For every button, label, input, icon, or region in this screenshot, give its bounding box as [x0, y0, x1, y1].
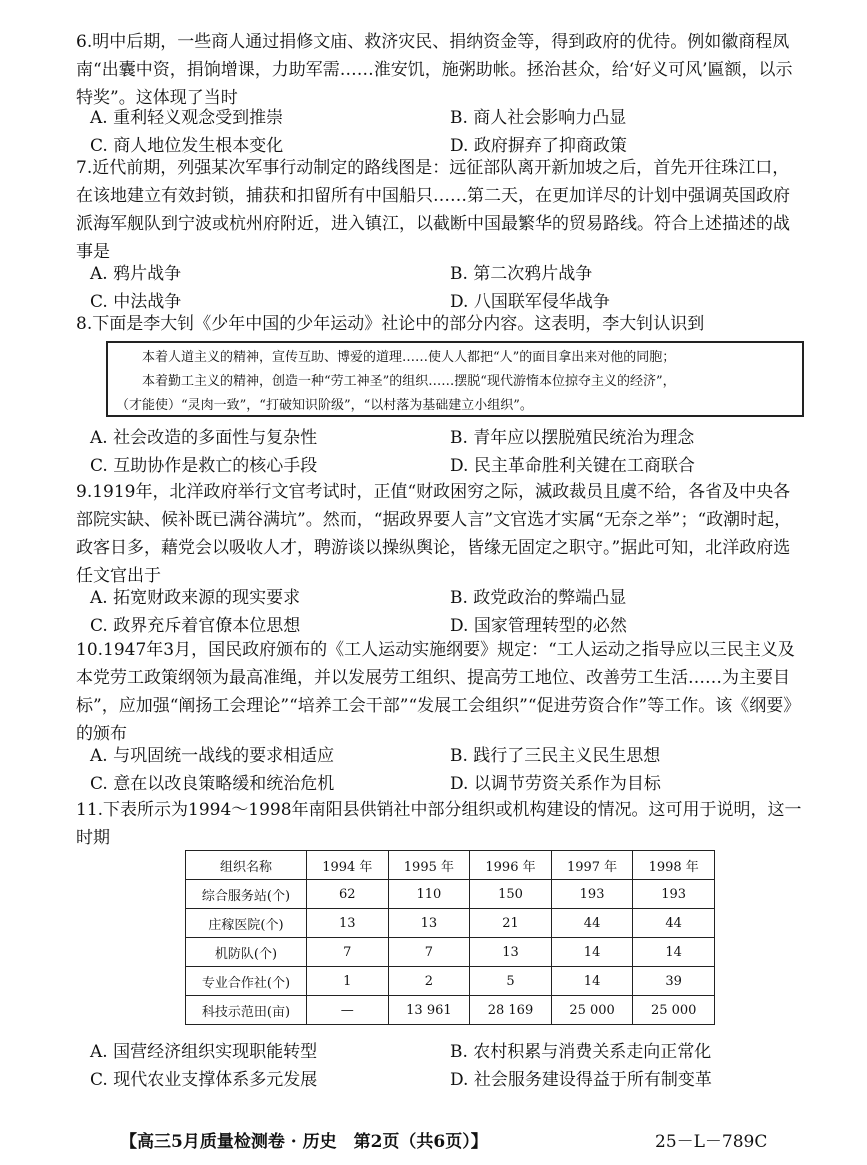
question-11 [76, 796, 806, 852]
quote-line: 本着人道主义的精神，宣传互助、博爱的道理……使人人都把“人”的面目拿出来对他的同胞； [142, 350, 676, 365]
option-b[interactable]: B. 农村积累与消费关系走向正常化 [450, 1042, 712, 1062]
option-a[interactable]: A. 鸦片战争 [90, 264, 182, 284]
option-a[interactable]: A. 与巩固统一战线的要求相适应 [90, 746, 335, 766]
table-cell: 综合服务站(个) [186, 880, 307, 909]
footer-code: 25－L－789C [655, 1132, 768, 1152]
question-8-stem: 8.下面是李大钊《少年中国的少年运动》社论中的部分内容。这表明，李大钊认识到 [76, 314, 705, 334]
question-7 [76, 154, 806, 266]
option-b[interactable]: B. 商人社会影响力凸显 [450, 108, 627, 128]
table-cell: 14 [551, 967, 633, 996]
question-11-stem: 11.下表所示为1994～1998年南阳县供销社中部分组织或机构建设的情况。这可用于说明，这一时期 [76, 800, 802, 848]
table-row [186, 880, 715, 909]
table-header: 1995 年 [388, 851, 470, 880]
table-row [186, 938, 715, 967]
question-6 [76, 28, 806, 112]
question-7-stem: 7.近代前期，列强某次军事行动制定的路线图是：远征部队离开新加坡之后，首先开往珠江口，在该地建立有效封锁，捕获和扣留所有中国船只……第二天，在更加详尽的计划中强调英国政府派海军舰队到宁波或杭州府附近，进入镇江，以截断中国最繁华的贸易路线。符合上述描述的战事是 [76, 158, 790, 262]
table-cell: 44 [551, 909, 633, 938]
option-b[interactable]: B. 青年应以摆脱殖民统治为理念 [450, 428, 695, 448]
question-9-stem: 9.1919年，北洋政府举行文官考试时，正值“财政困穷之际，滅政裁员且虞不给，各省及中央各部院实缺、候补既已满谷满坑”。然而，“据政界要人言”文官选才实属“无奈之举”；“政潮时起，政客日多，藉党会以吸收人才，聘游谈以操纵舆论，皆缘无固定之职守。”据此可知，北洋政府选任文官出于 [76, 482, 792, 586]
option-a[interactable]: A. 拓宽财政来源的现实要求 [90, 588, 301, 608]
question-8-options [90, 424, 810, 480]
table-cell: 机防队(个) [186, 938, 307, 967]
quote-box [106, 341, 804, 417]
table-cell: 44 [633, 909, 715, 938]
table-row [186, 996, 715, 1025]
option-a[interactable]: A. 重利轻义观念受到推崇 [90, 108, 284, 128]
table-cell: 13 [388, 909, 470, 938]
question-7-options [90, 260, 810, 316]
option-c[interactable]: C. 中法战争 [90, 292, 182, 312]
table-cell: 2 [388, 967, 470, 996]
option-c[interactable]: C. 现代农业支撑体系多元发展 [90, 1070, 318, 1090]
quote-line: （才能使）“灵肉一致”，“打破知识阶级”，“以村落为基础建立小组织”。 [116, 398, 533, 413]
table-cell: 科技示范田(亩) [186, 996, 307, 1025]
data-table [185, 850, 715, 1025]
option-d[interactable]: D. 以调节劳资关系作为目标 [450, 774, 661, 794]
question-9-options [90, 584, 810, 640]
table-header: 组织名称 [186, 851, 307, 880]
question-11-options [90, 1038, 810, 1094]
option-c[interactable]: C. 互助协作是救亡的核心手段 [90, 456, 318, 476]
table-cell: 193 [633, 880, 715, 909]
question-6-options [90, 104, 810, 160]
table-cell: 39 [633, 967, 715, 996]
table-cell: 25 000 [633, 996, 715, 1025]
table-cell: 13 [470, 938, 552, 967]
table-cell: 13 961 [388, 996, 470, 1025]
table-cell: 110 [388, 880, 470, 909]
option-b[interactable]: B. 第二次鸦片战争 [450, 264, 593, 284]
option-a[interactable]: A. 国营经济组织实现职能转型 [90, 1042, 318, 1062]
option-d[interactable]: D. 八国联军侵华战争 [450, 292, 610, 312]
table-cell: 5 [470, 967, 552, 996]
table-cell: 1 [307, 967, 389, 996]
table-cell: 庄稼医院(个) [186, 909, 307, 938]
question-10-options [90, 742, 810, 798]
footer-title: 【高三5月质量检测卷 · 历史 第2页（共6页）】 [120, 1132, 488, 1152]
table-header-row [186, 851, 715, 880]
question-9 [76, 478, 806, 590]
option-d[interactable]: D. 社会服务建设得益于所有制变革 [450, 1070, 712, 1090]
question-6-stem: 6.明中后期，一些商人通过捐修文庙、救济灾民、捐纳资金等，得到政府的优待。例如徽商程凤南“出囊中资，捐饷增课，力助军需……淮安饥，施粥助帐。拯治甚众，给‘好义可风’匾额，以示特奖”。这体现了当时 [76, 32, 793, 108]
table-cell: 62 [307, 880, 389, 909]
table-cell: 14 [633, 938, 715, 967]
option-d[interactable]: D. 国家管理转型的必然 [450, 616, 627, 636]
table-cell: 14 [551, 938, 633, 967]
table-cell: 25 000 [551, 996, 633, 1025]
table-cell: 150 [470, 880, 552, 909]
table-header: 1998 年 [633, 851, 715, 880]
option-c[interactable]: C. 政界充斥着官僚本位思想 [90, 616, 301, 636]
page-footer [120, 1127, 820, 1152]
option-c[interactable]: C. 商人地位发生根本变化 [90, 136, 284, 156]
table-cell: 7 [388, 938, 470, 967]
table-row [186, 909, 715, 938]
table-header: 1994 年 [307, 851, 389, 880]
table-cell: — [307, 996, 389, 1025]
option-b[interactable]: B. 政党政治的弊端凸显 [450, 588, 627, 608]
option-c[interactable]: C. 意在以改良策略缓和统治危机 [90, 774, 335, 794]
table-cell: 7 [307, 938, 389, 967]
table-cell: 21 [470, 909, 552, 938]
option-d[interactable]: D. 政府摒弃了抑商政策 [450, 136, 627, 156]
question-10 [76, 636, 806, 748]
table-header: 1996 年 [470, 851, 552, 880]
table-row [186, 967, 715, 996]
quote-line: 本着勤工主义的精神，创造一种“劳工神圣”的组织……摆脱“现代游惰本位掠夺主义的经济”， [142, 374, 676, 389]
option-d[interactable]: D. 民主革命胜利关键在工商联合 [450, 456, 695, 476]
question-10-stem: 10.1947年3月，国民政府颁布的《工人运动实施纲要》规定：“工人运动之指导应以三民主义及本党劳工政策纲领为最高准绳，并以发展劳工组织、提高劳工地位、改善劳工生活……为主要目标”，应加强“阐扬工会理论”“培养工会干部”“发展工会组织”“促进劳资合作”等工作。该《纲要》的颁布 [76, 640, 801, 744]
table-cell: 28 169 [470, 996, 552, 1025]
option-a[interactable]: A. 社会改造的多面性与复杂性 [90, 428, 318, 448]
table-cell: 13 [307, 909, 389, 938]
table-cell: 193 [551, 880, 633, 909]
question-8 [76, 310, 806, 338]
table-header: 1997 年 [551, 851, 633, 880]
option-b[interactable]: B. 践行了三民主义民生思想 [450, 746, 661, 766]
table-cell: 专业合作社(个) [186, 967, 307, 996]
